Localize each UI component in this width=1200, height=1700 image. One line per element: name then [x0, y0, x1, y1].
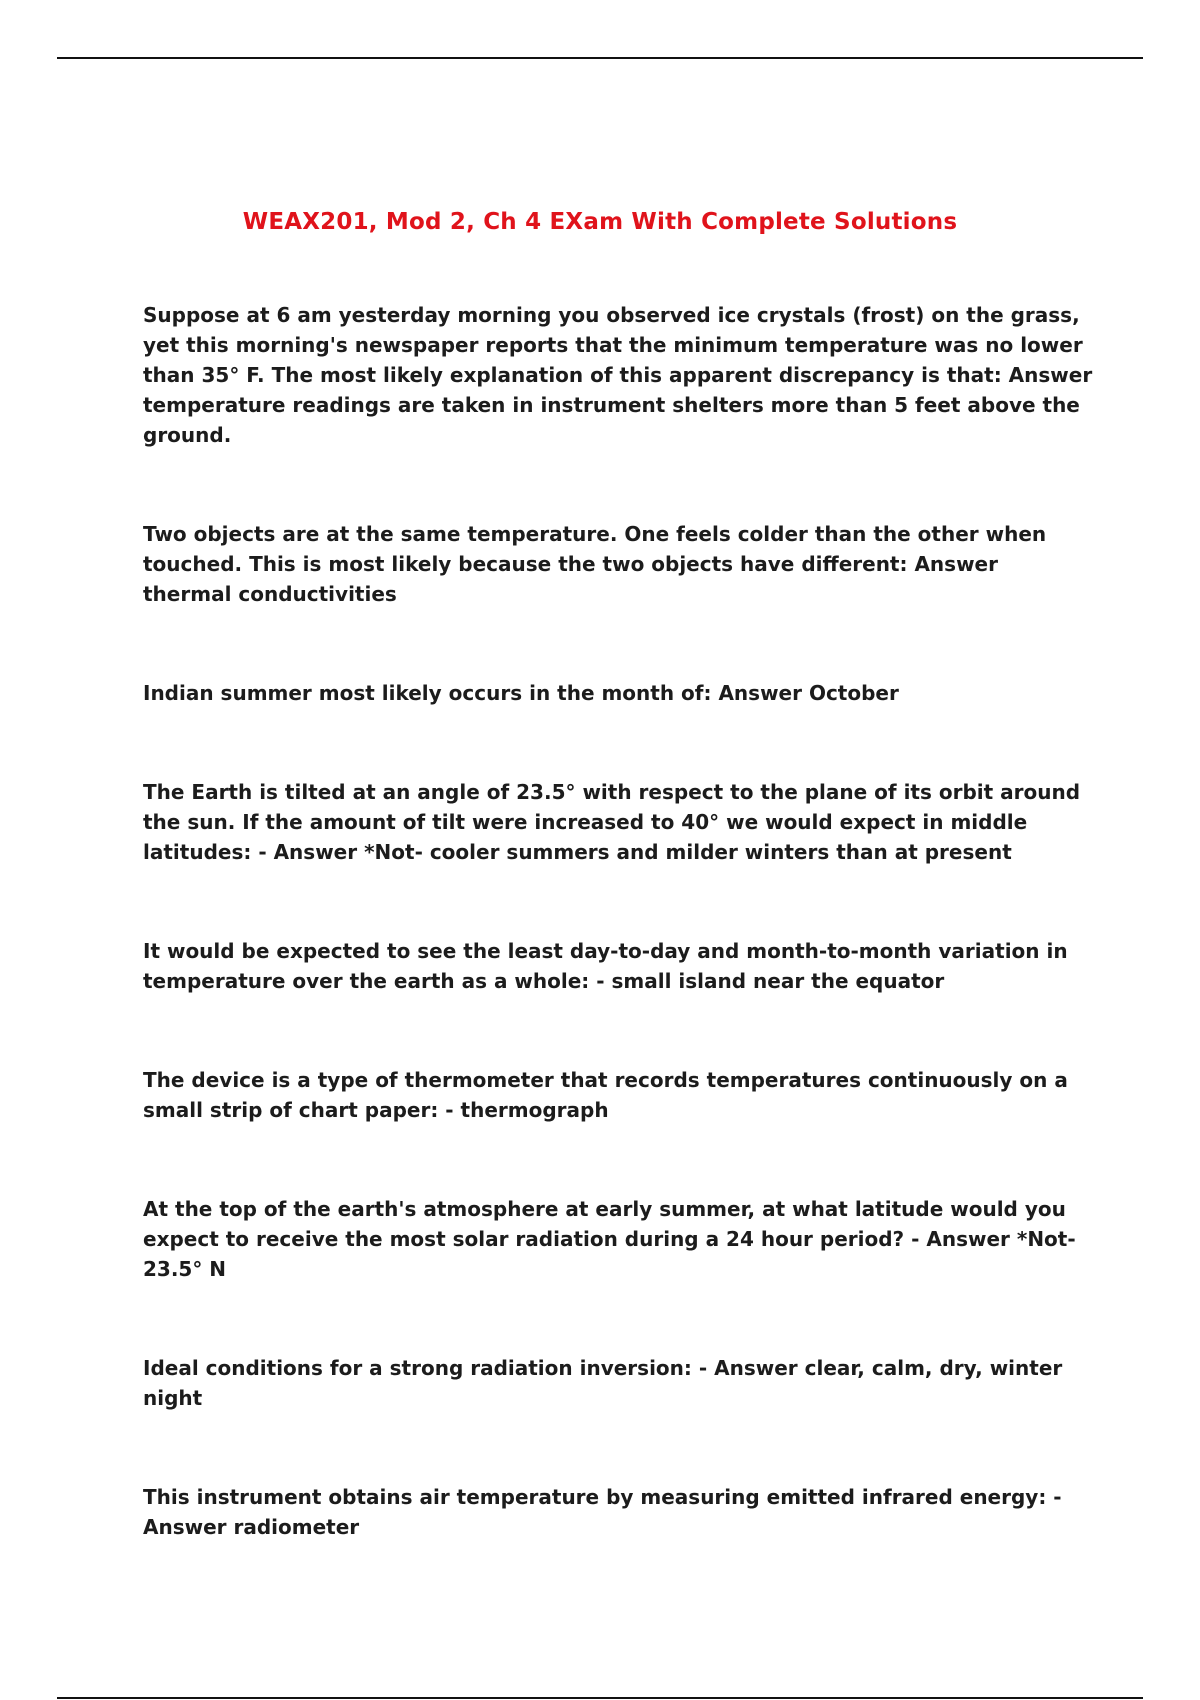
- qa-entry: Two objects are at the same temperature. One feels colder than the other when touched. This is most likely because the two objects have different: Answer thermal conductivities: [143, 522, 1047, 606]
- qa-entry: The Earth is tilted at an angle of 23.5° with respect to the plane of its orbit around the sun. If the amount of tilt were increased to 40° we would expect in middle latitudes: - Answer *Not- cooler summers and milder winters than at present: [143, 780, 1081, 864]
- qa-entry: Ideal conditions for a strong radiation inversion: - Answer clear, calm, dry, winter night: [143, 1356, 1063, 1410]
- qa-entry: The device is a type of thermometer that records temperatures continuously on a small strip of chart paper: - thermograph: [143, 1068, 1068, 1122]
- top-rule: [57, 57, 1143, 59]
- question-list: [143, 300, 1093, 1542]
- qa-entry: Indian summer most likely occurs in the month of: Answer October: [143, 681, 899, 705]
- qa-entry: Suppose at 6 am yesterday morning you observed ice crystals (frost) on the grass, yet this morning's newspaper reports that the minimum temperature was no lower than 35° F. The most likely explanation of this apparent discrepancy is that: Answer temperature readings are taken in instrument shelters more than 5 feet above the ground.: [143, 303, 1093, 447]
- qa-entry: This instrument obtains air temperature by measuring emitted infrared energy: - Answer radiometer: [143, 1485, 1062, 1539]
- bottom-rule: [57, 1697, 1143, 1699]
- document-title: WEAX201, Mod 2, Ch 4 EXam With Complete Solutions: [242, 209, 958, 236]
- qa-entry: At the top of the earth's atmosphere at early summer, at what latitude would you expect to receive the most solar radiation during a 24 hour period? - Answer *Not- 23.5° N: [143, 1197, 1076, 1281]
- qa-entry: It would be expected to see the least day-to-day and month-to-month variation in temperature over the earth as a whole: - small island near the equator: [143, 939, 1068, 993]
